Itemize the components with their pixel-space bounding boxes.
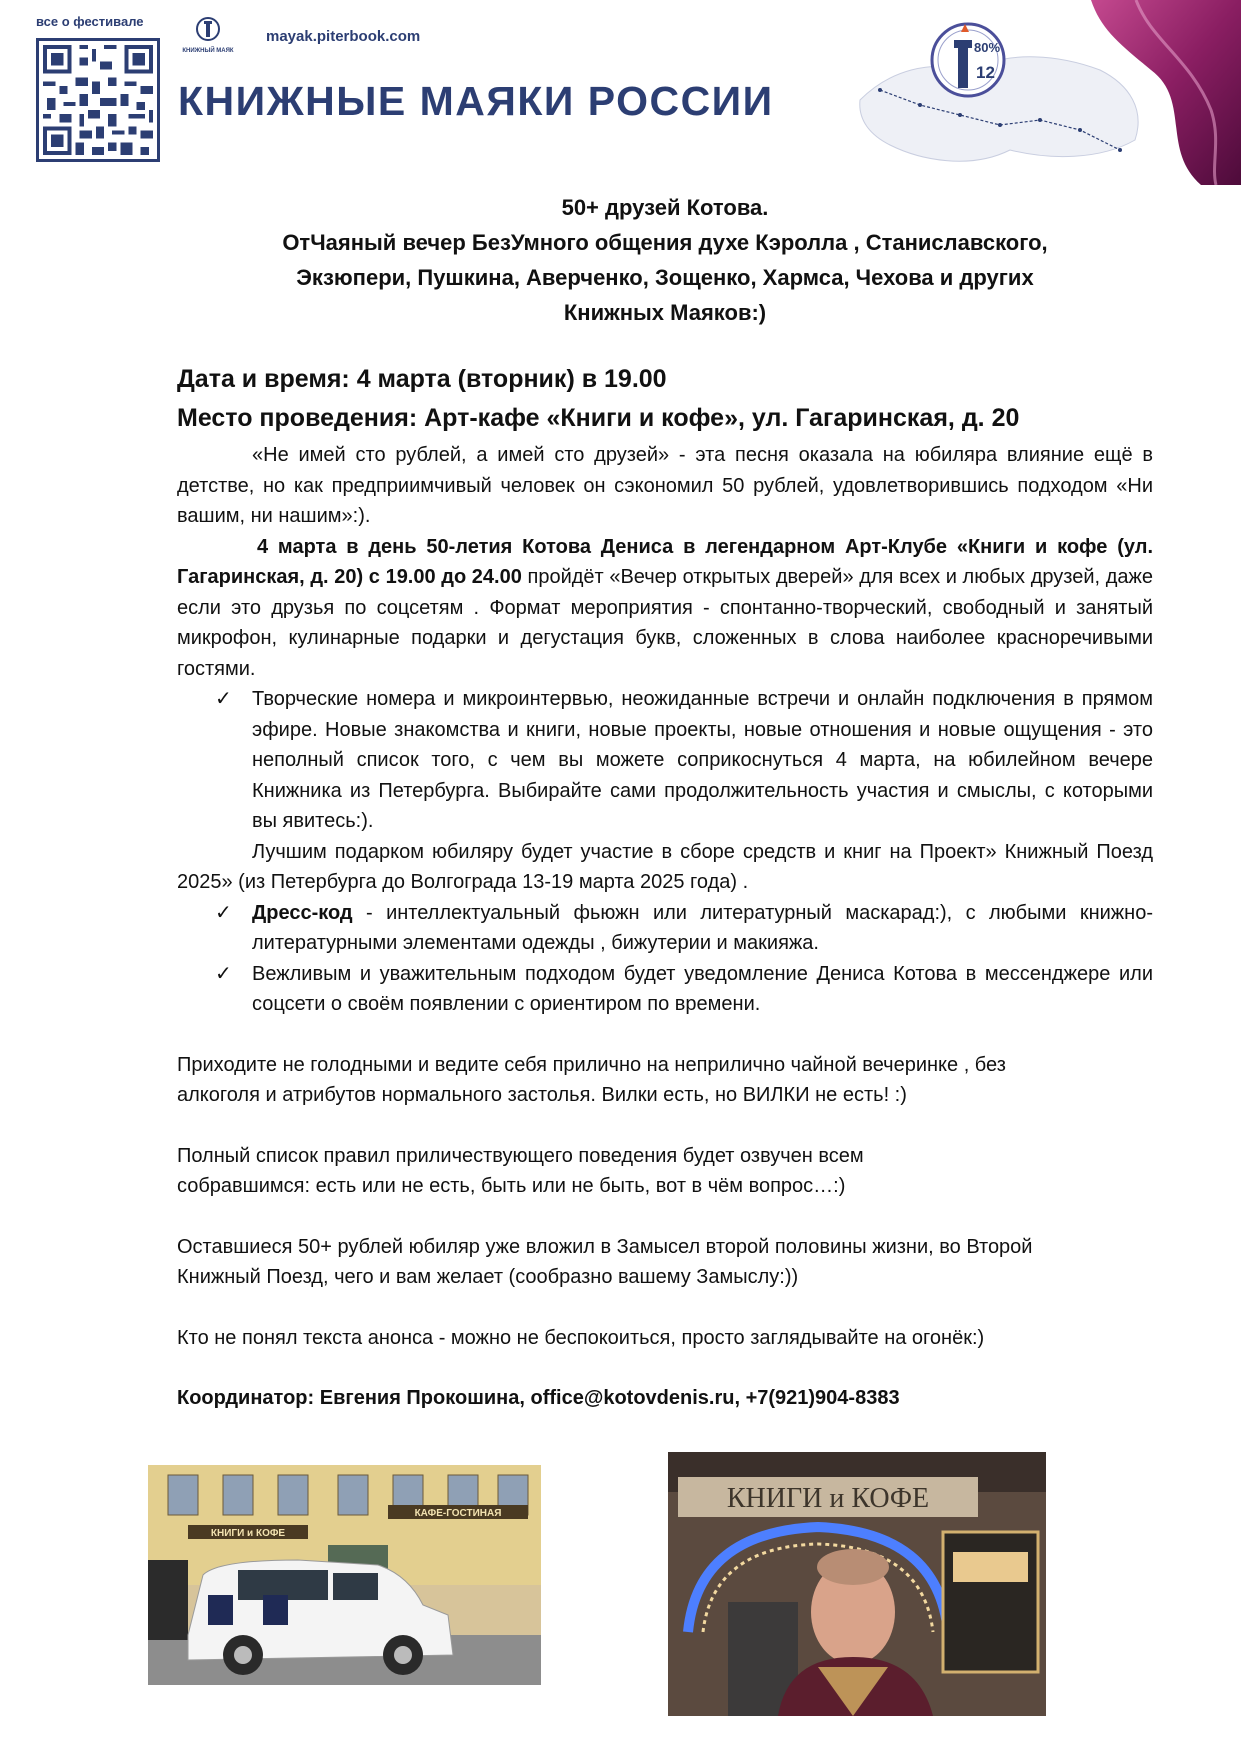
logo-caption: КНИЖНЫЙ МАЯК xyxy=(182,48,234,54)
brand-title: КНИЖНЫЕ МАЯКИ РОССИИ xyxy=(178,78,774,124)
footer-line: Приходите не голодными и ведите себя прилично на неприлично чайной вечеринке , без xyxy=(177,1053,1006,1076)
bullet-list-2 xyxy=(177,898,1153,1020)
bullet-item xyxy=(177,684,1153,837)
check-icon: ✓ xyxy=(215,962,232,985)
event-title xyxy=(175,190,1155,330)
footer-line: Оставшиеся 50+ рублей юбиляр уже вложил в Замысел второй половины жизни, во Второй xyxy=(177,1235,1033,1258)
lighthouse-logo xyxy=(178,16,238,55)
announcement-body xyxy=(177,440,1153,1414)
badge-percent: 80% xyxy=(974,40,1001,55)
badge-number: 12 xyxy=(976,63,995,82)
bullet-item xyxy=(177,959,1153,1020)
check-icon: ✓ xyxy=(215,688,232,710)
lighthouse-icon xyxy=(188,16,228,42)
bullet-text: Вежливым и уважительным подходом будет уведомление Дениса Котова в мессенджере или соцсети о своём появлении с ориентиром по времени. xyxy=(252,962,1153,1015)
check-icon: ✓ xyxy=(215,901,232,924)
title-line-4: Книжных Маяков:) xyxy=(563,300,767,325)
bullet-text: - интеллектуальный фьюжн или литературный маскарад:), с любыми книжно-литературными элементами одежды , бижутерии и макияжа. xyxy=(252,901,1153,954)
bullet-list-1 xyxy=(177,684,1153,837)
footer-line: алкоголя и атрибутов нормального застолья. Вилки есть, но ВИЛКИ не есть! :) xyxy=(177,1084,907,1106)
dress-code-label: Дресс-код xyxy=(252,901,353,924)
title-line-2: ОтЧаяный вечер БезУмного общения духе Кэролла , Станиславского, xyxy=(282,230,1048,255)
qr-code[interactable] xyxy=(36,38,160,162)
footer-line: Кто не понял текста анонса - можно не беспокоиться, просто заглядывайте на огонёк:) xyxy=(177,1326,985,1349)
cafe-street-photo xyxy=(148,1465,541,1685)
site-link[interactable]: mayak.piterbook.com xyxy=(266,28,421,45)
gift-paragraph: Лучшим подарком юбиляру будет участие в сборе средств и книг на Проект» Книжный Поезд 2025» (из Петербурга до Волгограда 13-19 марта 2025 года) . xyxy=(177,840,1153,893)
decorative-corner xyxy=(1041,0,1241,185)
intro-paragraph: «Не имей сто рублей, а имей сто друзей» - эта песня оказала на юбиляра влияние ещё в детстве, но как предприимчивый человек он сэкономил 50 рублей, удовлетворившись подходом «Ни вашим, ни нашим»:). xyxy=(177,444,1153,527)
footer-line: Полный список правил приличествующего поведения будет озвучен всем xyxy=(177,1144,864,1167)
coordinator-contact[interactable]: Координатор: Евгения Прокошина, office@kotovdenis.ru, +7(921)904-8383 xyxy=(177,1387,900,1409)
title-line-3: Экзюпери, Пушкина, Аверченко, Зощенко, Хармса, Чехова и других xyxy=(296,265,1034,290)
footer-line: Книжный Поезд, чего и вам желает (сообразно вашему Замыслу:)) xyxy=(177,1266,799,1288)
festival-label: все о фестивале xyxy=(36,14,144,29)
left-photo-sign-2: КАФЕ-ГОСТИНАЯ xyxy=(414,1508,502,1519)
host-selfie-photo xyxy=(668,1452,1046,1716)
bullet-item xyxy=(177,898,1153,959)
left-photo-sign-1: КНИГИ и КОФЕ xyxy=(210,1528,286,1539)
footer-line: собравшимся: есть или не есть, быть или не быть, вот в чём вопрос…:) xyxy=(177,1175,846,1197)
event-place: Место проведения: Арт-кафе «Книги и кофе», ул. Гагаринская, д. 20 xyxy=(177,404,1020,432)
bullet-text: Творческие номера и микроинтервью, неожиданные встречи и онлайн подключения в прямом эфире. Новые знакомства и книги, новые проекты, новые отношения и новые ощущения - это неполный список того, с чем вы можете соприкоснуться 4 марта, на юбилейном вечере Книжника из Петербурга. Выбирайте сами продолжительность участия и смыслы, с которыми вы явитесь:). xyxy=(252,688,1153,832)
event-paragraph xyxy=(177,532,1153,685)
title-line-1: 50+ друзей Котова. xyxy=(561,195,769,220)
event-paragraph-bold: 4 марта в день 50-летия Котова Дениса в легендарном Арт-Клубе «Книги и кофе (ул. Гагаринская, д. 20) с 19.00 до 24.00 xyxy=(177,535,1153,588)
event-paragraph-rest: пройдёт «Вечер открытых дверей» для всех и любых друзей, даже если это друзья по соцсетям . Формат мероприятия - спонтанно-творческий, свободный и занятый микрофон, кулинарные подарки и дегустация букв, сложенных в слова наиболее красноречивыми гостями. xyxy=(177,566,1153,680)
right-photo-sign: КНИГИ и КОФЕ xyxy=(726,1483,930,1514)
event-date: Дата и время: 4 марта (вторник) в 19.00 xyxy=(177,365,667,393)
footer-paragraphs xyxy=(177,1050,1153,1414)
